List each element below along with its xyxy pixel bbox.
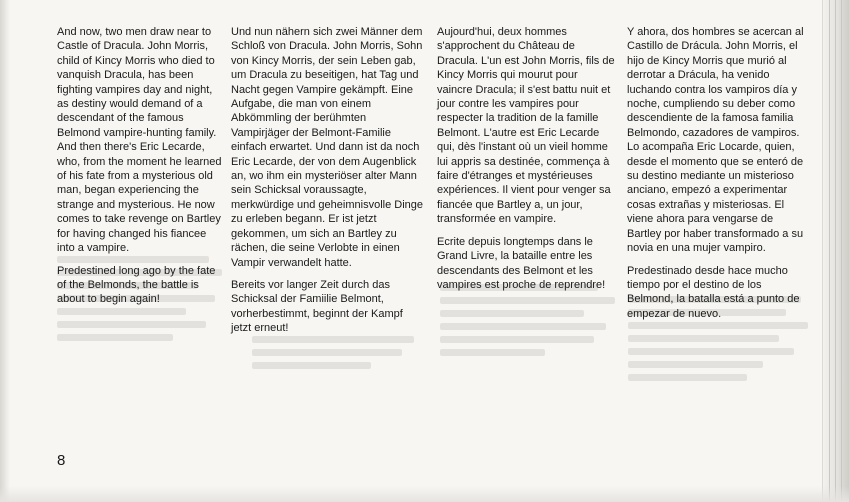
show-through-line [628, 361, 763, 368]
show-through-line [628, 335, 779, 342]
spanish-paragraph-1: Y ahora, dos hombres se acercan al Castillo de Drácula. John Morris, el hijo de Kincy Morris que murió al derrotar a Drácula, ha venido luchando contra los vampiros día y noche, cumpliendo su deber como descendiente de la famosa familia Belmondo, cazadores de vampiros. Lo acompaña Eric Locarde, quien, desde el momento que se enteró de su destino mediante un misterioso anciano, empezó a experimentar cosas extrañas y misteriosas. El viene ahora para vengarse de Bartley por haber transformado a su novia en una mujer vampiro. [627, 26, 804, 255]
show-through-line [628, 348, 794, 355]
page-edge-line [835, 0, 836, 502]
german-paragraph-1: Und nun nähern sich zwei Männer dem Schloß von Dracula. John Morris, Sohn von Kincy Morris, der sein Leben gab, um Dracula zu beseitigen, hat Tag und Nacht gegen Vampire gekämpft. Eine Aufgabe, die man von einem Abkömmling der berühmten Vampirjäger der Belmont-Familie einfach erwartet. Und dann ist da noch Eric Lecarde, der von dem Augenblick an, wo ihm ein mysteriöser alter Mann sein Schicksal voraussagte, merkwürdige und geheimnisvolle Dinge zu erleben begann. Er ist jetzt gekommen, um sich an Bartley zu rächen, die seine Verlobte in einen Vampir verwandelt hatte. [231, 26, 423, 269]
show-through-line [440, 323, 606, 330]
show-through-line [252, 362, 371, 369]
spanish-paragraph-2: Predestinado desde hace mucho tiempo por el destino de los Belmond, la batalla está a punto de empezar de nuevo. [627, 264, 800, 320]
french-text-column [437, 25, 615, 300]
page-edge-line [829, 0, 830, 502]
page-edge-stack [822, 0, 849, 502]
page-bottom-shade [0, 486, 849, 502]
english-paragraph-2: Predestined long ago by the fate of the Belmonds, the battle is about to begin again! [57, 264, 216, 306]
show-through-line [440, 349, 545, 356]
german-paragraph-2: Bereits vor langer Zeit durch das Schicksal der Famiilie Belmont, vorherbestimmt, beginnt der Kampf jetzt erneut! [231, 278, 403, 335]
show-through-line [57, 334, 173, 341]
binding-shadow [0, 0, 10, 502]
show-through-line [628, 374, 747, 381]
english-paragraph-1: And now, two men draw near to Castle of Dracula. John Morris, child of Kincy Morris who died to vanquish Dracula, has been fighting vampires day and night, as destiny would demand of a descendant of the famous Belmond vampire-hunting family. And then there's Eric Lecarde, who, from the moment he learned of his fate from a mysterious old man, began experiencing the strange and mysterious. He now comes to take revenge on Bartley for having changed his fiancee into a vampire. [57, 26, 222, 255]
french-paragraph-2: Ecrite depuis longtemps dans le Grand Livre, la bataille entre les descendants des Belmont et les vampires est proche de reprendre! [437, 235, 606, 291]
show-through-line [440, 336, 594, 343]
french-paragraph-1: Aujourd'hui, deux hommes s'approchent du Château de Dracula. L'un est John Morris, fils de Kincy Morris qui mourut pour vaincre Dracula; il s'est battu nuit et jour contre les vampires pour respecter la tradition de la famille Belmont. L'autre est Eric Lecarde qui, dès l'instant où un vieil homme lui appris sa destinée, commença à faire d'étranges et mystérieuses expériences. Il vient pour venger sa fiancée que Bartley a, un jour, transformée en vampire. [437, 26, 615, 226]
german-text-column [231, 25, 423, 344]
english-text-column [57, 25, 225, 315]
show-through-line [252, 349, 402, 356]
spanish-text-column [627, 25, 809, 329]
show-through-line [440, 310, 584, 317]
show-through-line [57, 321, 206, 328]
page-edge-line [841, 0, 842, 502]
page-number: 8 [57, 452, 66, 469]
